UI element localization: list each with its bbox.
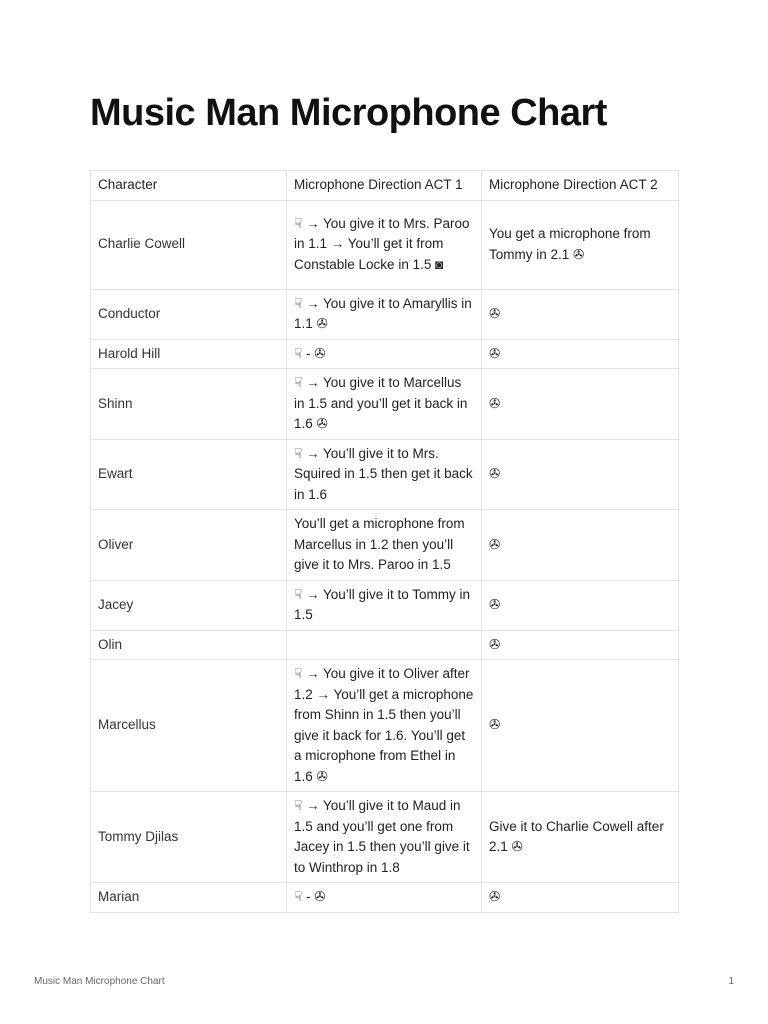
act-2-cell: ✇ [482,630,679,660]
table-row [91,792,679,883]
character-cell: Marian [91,883,287,913]
character-cell: Harold Hill [91,339,287,369]
act-1-cell: ☟ - ✇ [287,883,482,913]
character-cell: Ewart [91,439,287,510]
act-1-cell: ☟ → You give it to Mrs. Paroo in 1.1 → You’ll get it from Constable Locke in 1.5 ◙ [287,200,482,289]
act-1-cell: ☟ → You’ll give it to Maud in 1.5 and you’ll get one from Jacey in 1.5 then you’ll give it to Winthrop in 1.8 [287,792,482,883]
microphone-chart-table [90,170,679,913]
table-row [91,510,679,581]
act-1-cell: ☟ → You give it to Amaryllis in 1.1 ✇ [287,289,482,339]
table-row [91,580,679,630]
act-1-cell [287,630,482,660]
character-cell: Charlie Cowell [91,200,287,289]
act-2-cell: ✇ [482,339,679,369]
act-1-cell: ☟ → You’ll give it to Tommy in 1.5 [287,580,482,630]
act-1-cell: ☟ → You’ll give it to Mrs. Squired in 1.5 then get it back in 1.6 [287,439,482,510]
table-row [91,439,679,510]
footer-page-number: 1 [728,976,734,987]
character-cell: Tommy Djilas [91,792,287,883]
act-2-cell: Give it to Charlie Cowell after 2.1 ✇ [482,792,679,883]
act-2-cell: You get a microphone from Tommy in 2.1 ✇ [482,200,679,289]
character-cell: Shinn [91,369,287,440]
table-row [91,883,679,913]
header-act-1: Microphone Direction ACT 1 [287,171,482,201]
table-row [91,369,679,440]
table-header-row [91,171,679,201]
header-character: Character [91,171,287,201]
table-row [91,630,679,660]
table-row [91,339,679,369]
character-cell: Conductor [91,289,287,339]
act-1-cell: ☟ → You give it to Marcellus in 1.5 and you’ll get it back in 1.6 ✇ [287,369,482,440]
act-2-cell: ✇ [482,883,679,913]
character-cell: Marcellus [91,660,287,792]
footer-document-title: Music Man Microphone Chart [34,976,165,987]
character-cell: Jacey [91,580,287,630]
character-cell: Olin [91,630,287,660]
header-act-2: Microphone Direction ACT 2 [482,171,679,201]
act-2-cell: ✇ [482,580,679,630]
page-title: Music Man Microphone Chart [90,92,607,134]
act-2-cell: ✇ [482,369,679,440]
table-row [91,289,679,339]
act-2-cell: ✇ [482,660,679,792]
table-row [91,660,679,792]
act-1-cell: ☟ - ✇ [287,339,482,369]
act-2-cell: ✇ [482,510,679,581]
character-cell: Oliver [91,510,287,581]
act-1-cell: You’ll get a microphone from Marcellus in 1.2 then you’ll give it to Mrs. Paroo in 1.5 [287,510,482,581]
act-1-cell: ☟ → You give it to Oliver after 1.2 → You’ll get a microphone from Shinn in 1.5 then you’ll give it back for 1.6. You’ll get a microphone from Ethel in 1.6 ✇ [287,660,482,792]
act-2-cell: ✇ [482,439,679,510]
table-row [91,200,679,289]
act-2-cell: ✇ [482,289,679,339]
